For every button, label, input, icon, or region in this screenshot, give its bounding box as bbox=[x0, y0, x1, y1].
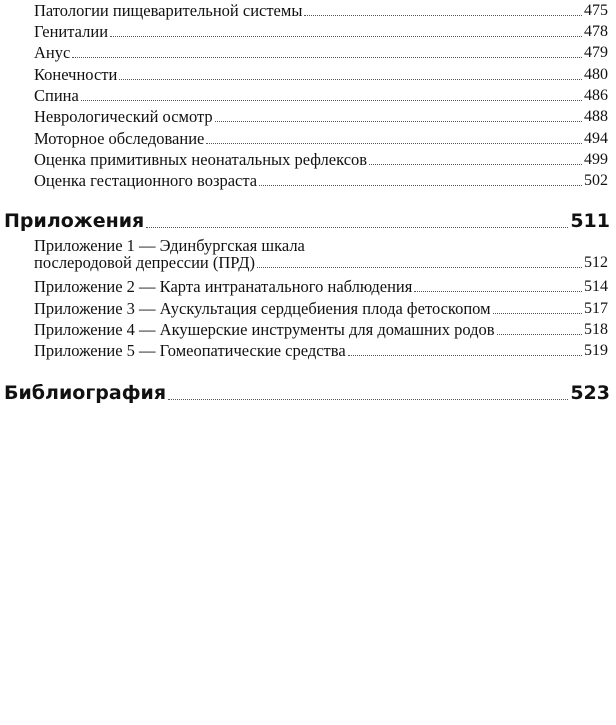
toc-entry-title: Оценка примитивных неонатальных рефлексов bbox=[34, 150, 368, 169]
toc-entry-appendix-1-line1: Приложение 1 — Эдинбургская шкала bbox=[34, 236, 305, 255]
toc-entry-page: 499 bbox=[584, 151, 608, 168]
toc-section-appendices[interactable] bbox=[4, 208, 610, 234]
dot-leader bbox=[119, 78, 582, 80]
toc-entry-page: 512 bbox=[584, 254, 608, 271]
toc-entry-page: 517 bbox=[584, 300, 608, 317]
dot-leader bbox=[146, 226, 568, 228]
toc-entry[interactable] bbox=[34, 64, 608, 85]
toc-entry-appendix-4[interactable] bbox=[34, 319, 608, 340]
toc-entry-title: Оценка гестационного возраста bbox=[34, 171, 258, 190]
toc-entry-page: 478 bbox=[584, 23, 608, 40]
toc-entry-title: Приложение 5 — Гомеопатические средства bbox=[34, 341, 346, 360]
toc-entry[interactable] bbox=[34, 128, 608, 149]
toc-entry-title: Конечности bbox=[34, 65, 118, 84]
dot-leader bbox=[259, 184, 582, 186]
toc-entry[interactable] bbox=[34, 21, 608, 42]
dot-leader bbox=[497, 333, 582, 335]
dot-leader bbox=[493, 312, 582, 314]
toc-entry-page: 486 bbox=[584, 87, 608, 104]
toc-entry[interactable] bbox=[34, 170, 608, 191]
dot-leader bbox=[369, 163, 582, 165]
dot-leader bbox=[206, 142, 582, 144]
toc-section-bibliography[interactable] bbox=[4, 380, 610, 406]
toc-entry-title: Моторное обследование bbox=[34, 129, 205, 148]
dot-leader bbox=[110, 35, 582, 37]
toc-entry-appendix-1[interactable] bbox=[34, 252, 608, 273]
toc-entry-title: Неврологический осмотр bbox=[34, 107, 213, 126]
section-page: 511 bbox=[570, 210, 610, 232]
toc-entry-title: Анус bbox=[34, 43, 71, 62]
dot-leader bbox=[72, 56, 582, 58]
toc-entry[interactable] bbox=[34, 85, 608, 106]
dot-leader bbox=[304, 14, 582, 16]
toc-entry[interactable] bbox=[34, 149, 608, 170]
toc-entry-title: Приложение 3 — Аускультация сердцебиения плода фетоскопом bbox=[34, 299, 491, 318]
toc-entry-page: 502 bbox=[584, 172, 608, 189]
toc-entry-title: Патологии пищеварительной системы bbox=[34, 1, 303, 20]
section-title: Библиография bbox=[4, 382, 167, 404]
toc-entry-page: 514 bbox=[584, 278, 608, 295]
toc-entry[interactable] bbox=[34, 0, 608, 21]
dot-leader bbox=[81, 99, 582, 101]
toc-entry-appendix-2[interactable] bbox=[34, 276, 608, 297]
section-page: 523 bbox=[570, 382, 610, 404]
toc-entry-page: 479 bbox=[584, 44, 608, 61]
toc-entry-page: 518 bbox=[584, 321, 608, 338]
dot-leader bbox=[215, 120, 582, 122]
toc-entry-title: Гениталии bbox=[34, 22, 109, 41]
toc-entry[interactable] bbox=[34, 106, 608, 127]
dot-leader bbox=[348, 354, 582, 356]
toc-entry-page: 475 bbox=[584, 2, 608, 19]
toc-entry-appendix-3[interactable] bbox=[34, 298, 608, 319]
toc-entry-page: 480 bbox=[584, 66, 608, 83]
toc-entry-title: Спина bbox=[34, 86, 79, 105]
toc-entry-page: 494 bbox=[584, 130, 608, 147]
dot-leader bbox=[168, 398, 568, 400]
toc-entry-title: послеродовой депрессии (ПРД) bbox=[34, 253, 255, 272]
dot-leader bbox=[414, 290, 582, 292]
section-title: Приложения bbox=[4, 210, 145, 232]
toc-entry-page: 519 bbox=[584, 342, 608, 359]
toc-entry-page: 488 bbox=[584, 108, 608, 125]
toc-entry[interactable] bbox=[34, 42, 608, 63]
toc-entry-appendix-5[interactable] bbox=[34, 340, 608, 361]
toc-entry-title: Приложение 4 — Акушерские инструменты для домашних родов bbox=[34, 320, 495, 339]
dot-leader bbox=[257, 266, 582, 268]
toc-entry-title: Приложение 2 — Карта интранатального наблюдения bbox=[34, 277, 413, 296]
